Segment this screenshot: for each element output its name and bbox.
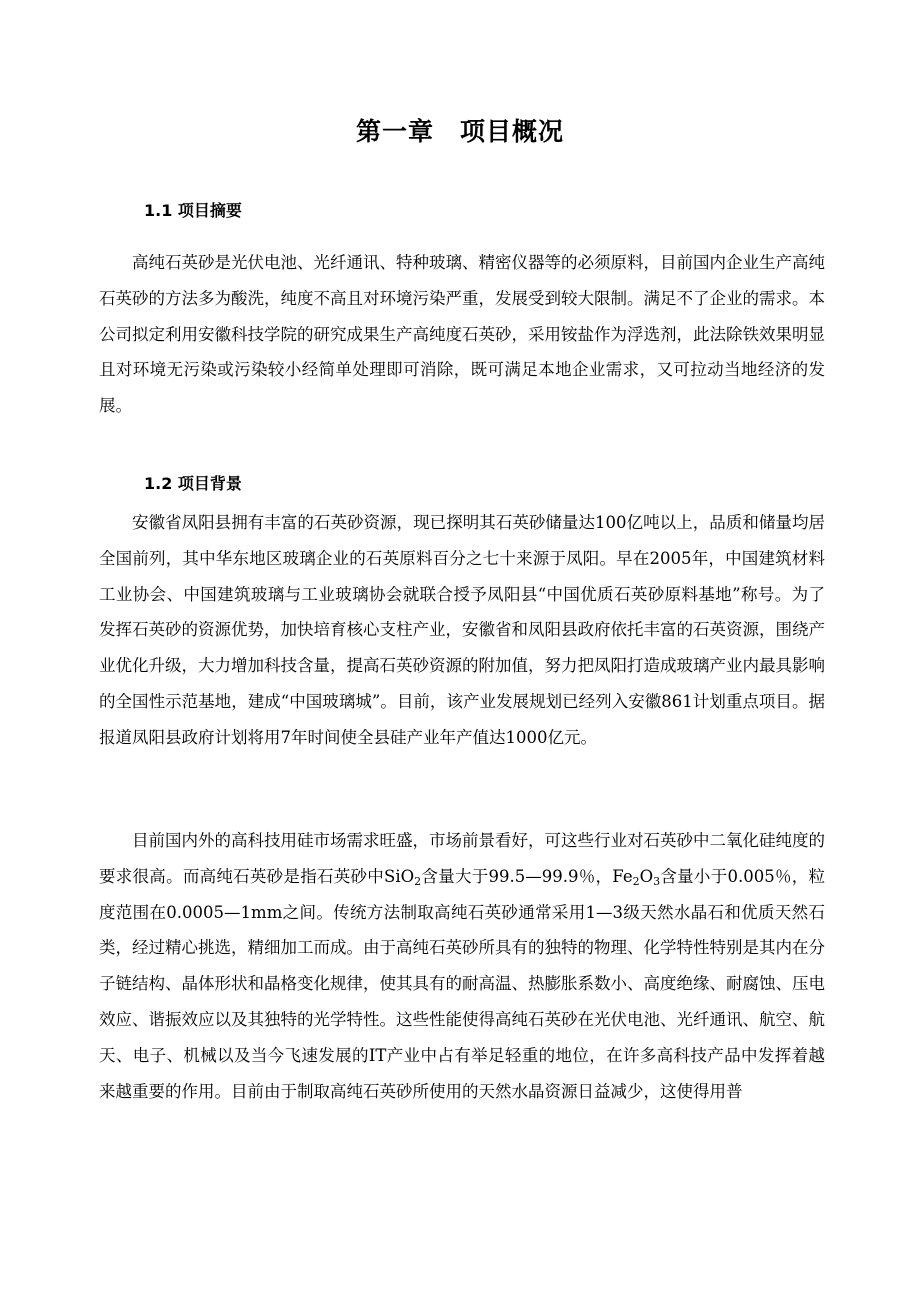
text-run: O	[639, 866, 654, 886]
background-paragraph-2	[99, 823, 825, 1109]
text-run: 含量小于0.005％，粒度范围在0.0005—1mm之间。传统方法制取高纯石英砂通常采用1—3级天然水晶石和优质天然石类，经过精心挑选，精细加工而成。由于高纯石英砂所具有的独特的物理、化学特性特别是其内在分子链结构、晶体形状和晶格变化规律，使其具有的耐高温、热膨胀系数小、高度绝缘、耐腐蚀、压电效应、谐振效应以及其独特的光学特性。这些性能使得高纯石英砂在光伏电池、光纤通讯、航空、航天、电子、机械以及当今飞速发展的IT产业中占有举足轻重的地位，在许多高科技产品中发挥着越来越重要的作用。目前由于制取高纯石英砂所使用的天然水晶资源日益减少，这使得用普	[99, 866, 825, 1101]
subscript: 2	[632, 874, 640, 888]
text-run: 含量大于99.5—99.9％，Fe	[421, 866, 633, 886]
summary-paragraph: 高纯石英砂是光伏电池、光纤通讯、特种玻璃、精密仪器等的必须原料，目前国内企业生产高纯石英砂的方法多为酸洗，纯度不高且对环境污染严重，发展受到较大限制。满足不了企业的需求。本公司拟定利用安徽科技学院的研究成果生产高纯度石英砂，采用铵盐作为浮选剂，此法除铁效果明显且对环境无污染或污染较小经简单处理即可消除，既可满足本地企业需求，又可拉动当地经济的发展。	[99, 253, 825, 416]
section-heading-background: 1.2 项目背景	[144, 474, 242, 493]
chapter-title: 第一章 项目概况	[355, 117, 564, 146]
subscript: 2	[414, 874, 422, 888]
background-paragraph-1: 安徽省凤阳县拥有丰富的石英砂资源，现已探明其石英砂储量达100亿吨以上，品质和储量均居全国前列，其中华东地区玻璃企业的石英原料百分之七十来源于凤阳。早在2005年，中国建筑材料工业协会、中国建筑玻璃与工业玻璃协会就联合授予凤阳县“中国优质石英砂原料基地”称号。为了发挥石英砂的资源优势，加快培育核心支柱产业，安徽省和凤阳县政府依托丰富的石英资源，围绕产业优化升级，大力增加科技含量，提高石英砂资源的附加值，努力把凤阳打造成玻璃产业内最具影响的全国性示范基地，建成“中国玻璃城”。目前，该产业发展规划已经列入安徽861计划重点项目。据报道凤阳县政府计划将用7年时间使全县硅产业年产值达1000亿元。	[99, 513, 825, 747]
section-heading-summary: 1.1 项目摘要	[144, 201, 242, 220]
text-run: 目前国内外的高科技用硅市场需求旺盛，市场前景看好，可这些行业对石英砂中二氧化硅纯度的要求很高。而高纯石英砂是指石英砂中SiO	[99, 831, 825, 886]
subscript: 3	[653, 874, 661, 888]
